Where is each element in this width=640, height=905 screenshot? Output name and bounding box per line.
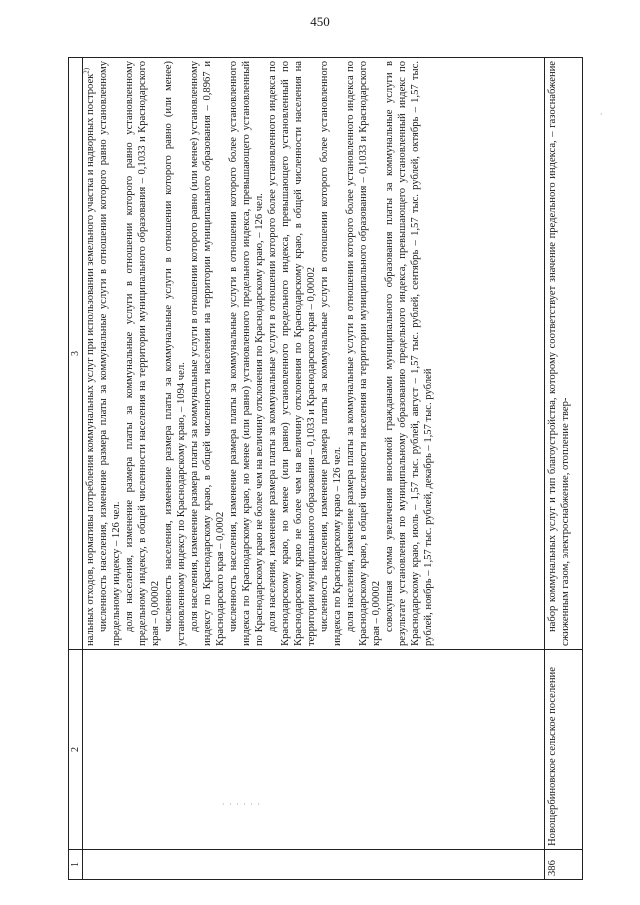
row-number: 386 xyxy=(545,850,583,880)
indicator-paragraph: доля населения, изменение размера платы за коммунальные услуги в отношении которого равно (или менее) установленному индексу по Краснодарскому краю, в общей численности населения на территории муниципального образования – 0,8967 и Краснодарского края – 0,0002 xyxy=(189,61,226,646)
indicator-paragraph: численность населения, изменение размера платы за коммунальные услуги в отношении которого равно установленному предельному индексу – 126 чел. xyxy=(98,61,122,646)
rotated-page-content xyxy=(68,58,583,880)
footnote-marker: 2) xyxy=(82,67,91,74)
faint-stamp-mark: · · · · · · xyxy=(222,800,261,809)
indicator-paragraph: доля населения, изменение размера платы за коммунальные услуги в отношении которого более установленного индекса по Краснодарскому краю, но менее (или равно) установленного предельного индекса, превышающего установленный по Краснодарскому краю не более чем на величину отклонения по Краснодарскому краю, в общей численности населения на территории муниципального образования – 0,1033 и Краснодарского края – 0,00002 xyxy=(267,61,317,646)
table-row-continuation xyxy=(83,58,545,880)
indicator-paragraph: численность населения, изменение размера платы за коммунальные услуги в отношении которого более установленного индекса по Краснодарскому краю – 126 чел. xyxy=(319,61,343,646)
municipality-name: Новощербиновское сельское поселение xyxy=(545,650,583,850)
empty-name-cell xyxy=(83,650,545,850)
indicator-paragraph: доля населения, изменение размера платы за коммунальные услуги в отношении которого равно установленному предельному индексу, в общей численности населения на территории муниципального образования – 0,1033 и Краснодарского края – 0,00002 xyxy=(124,61,161,646)
indicator-paragraph: доля населения, изменение размера платы за коммунальные услуги в отношении которого более установленного индекса по Краснодарскому краю, в общей численности населения на территории муниципального образования – 0,1033 и Краснодарского края – 0,00002 xyxy=(345,61,382,646)
indicators-cell xyxy=(83,58,545,650)
municipal-index-table xyxy=(68,57,583,880)
column-header-3: 3 xyxy=(69,58,83,650)
table-row xyxy=(545,58,583,880)
column-header-2: 2 xyxy=(69,650,83,850)
indicator-paragraph: численность населения, изменение размера платы за коммунальные услуги в отношении которого равно (или менее) установленному индексу по Краснодарскому краю, – 1094 чел. xyxy=(163,61,187,646)
indicator-paragraph: численность населения, изменение размера платы за коммунальные услуги в отношении которого более установленного индекса по Краснодарскому краю, но менее (или равно) установленного предельного индекса, превышающего установленный по Краснодарскому краю не более чем на величину отклонения по Краснодарскому краю, – 126 чел. xyxy=(228,61,265,646)
faint-margin-mark: · xyxy=(600,110,604,119)
page-number: 450 xyxy=(310,14,330,29)
table-header-row xyxy=(69,58,83,880)
indicator-paragraph: совокупная сумма увеличения вносимой гражданами муниципального образования платы за коммунальные услуги в результате установления по муниципальному образованию предельного индекса, превышающего установленный индекс по Краснодарскому краю, июль – 1,57 тыс. рублей, август – 1,57 тыс. рублей, сентябрь – 1,57 тыс. рублей, октябрь – 1,57 тыс. рублей, ноябрь – 1,57 тыс. рублей, декабрь – 1,57 тыс. рублей xyxy=(384,61,434,646)
continuation-text: нальных отходов, нормативы потребления коммунальных услуг при использовании земельного участка и надворных построек$^{2)}$ xyxy=(82,67,96,646)
indicator-paragraph: набор коммунальных услуг и тип благоустройства, которому соответствует значение предельного индекса, – газоснабжение сжиженным газом, электроснабжение, отопление твер- xyxy=(547,61,572,646)
last-indicator-cell xyxy=(545,58,583,650)
column-header-1: 1 xyxy=(69,850,83,880)
empty-number-cell xyxy=(83,850,545,880)
